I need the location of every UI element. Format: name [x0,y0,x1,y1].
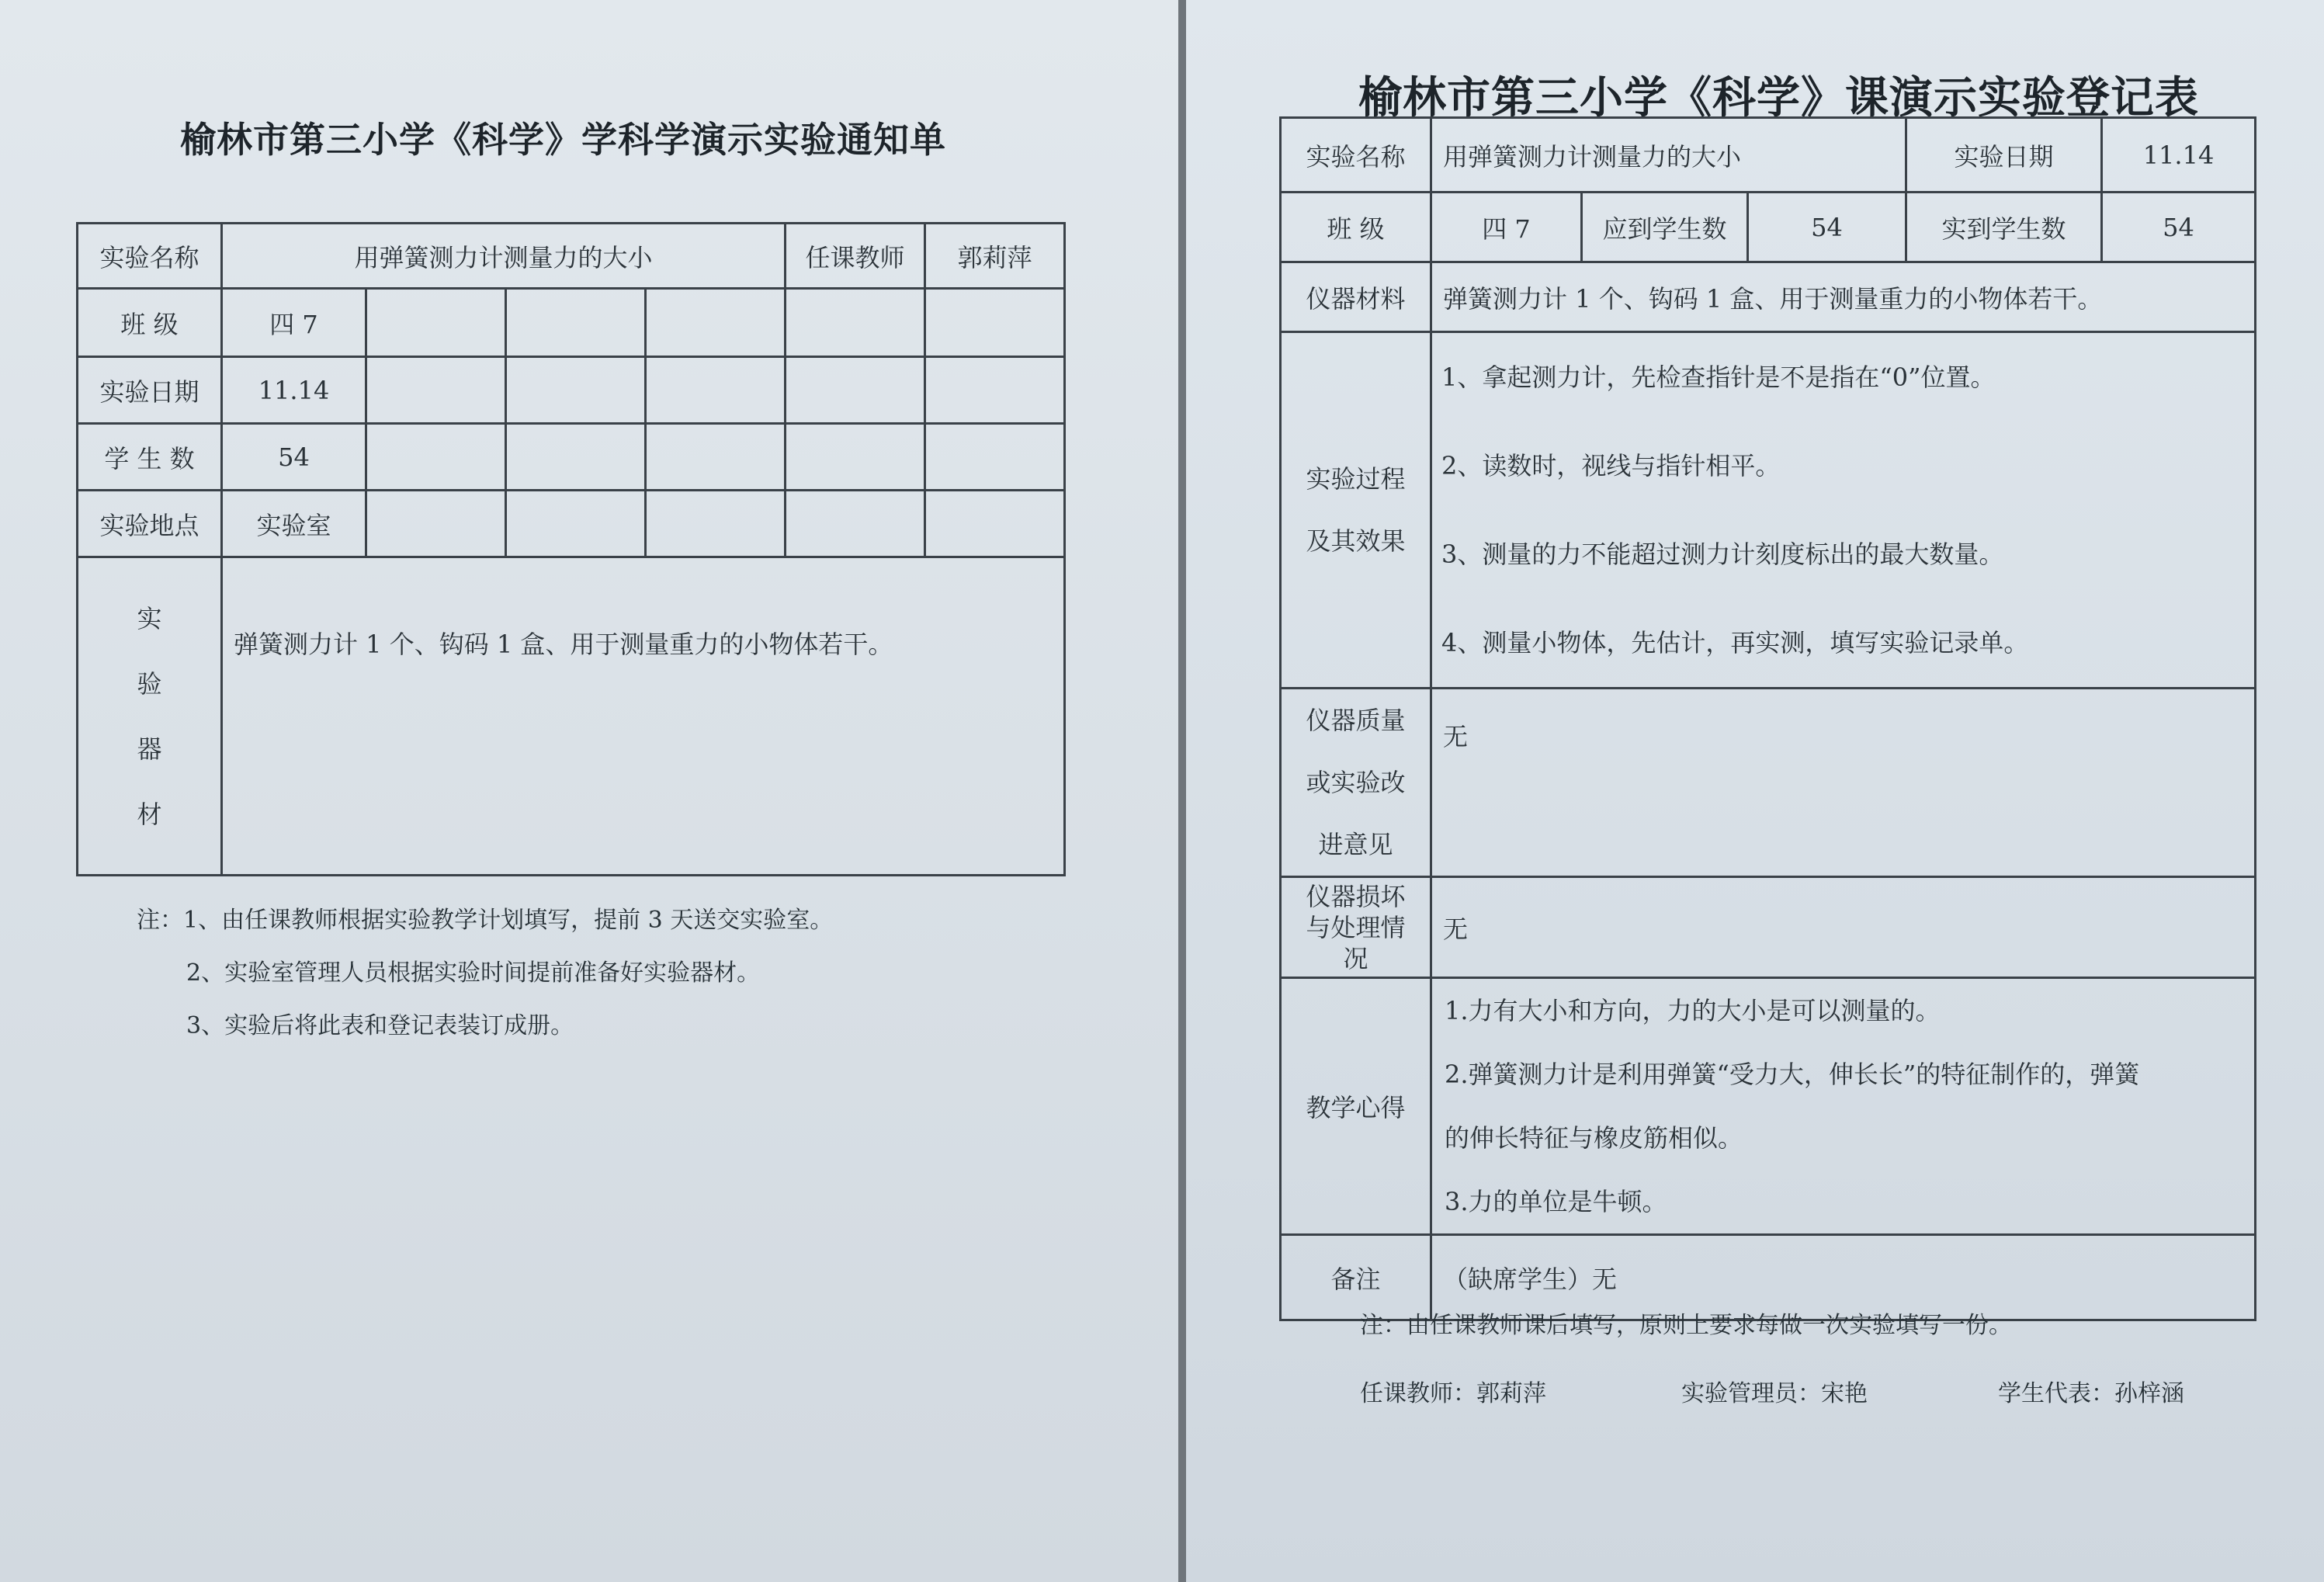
manager-signature-label: 实验管理员： [1681,1380,1821,1407]
notice-title: 榆林市第三小学《科学》学科学演示实验通知单 [180,119,946,161]
class-value: 四 7 [222,289,366,357]
reg-reflection-lines [1431,978,2256,1235]
reg-actual-label: 实到学生数 [1906,193,2102,262]
empty-cell [366,289,506,357]
reg-process-step: 1、拿起测力计，先检查指针是不是指在“0”位置。 [1441,363,1996,392]
equipment-label [78,557,222,876]
reg-reflection-line: 的伸长特征与橡皮筋相似。 [1445,1123,1743,1153]
empty-cell [786,491,925,557]
reg-quality-label [1281,689,1431,877]
notice-note-2: 2、实验室管理人员根据实验时间提前准备好实验器材。 [186,959,761,987]
reg-reflection-line: 3.力的单位是牛顿。 [1445,1187,1667,1216]
reg-damage-label [1281,877,1431,978]
equipment-label-char: 实 [137,603,162,633]
reg-expected-value: 54 [1748,193,1906,262]
empty-cell [646,357,786,424]
empty-cell [506,289,646,357]
equipment-label-char: 器 [137,734,162,764]
notice-table [76,222,1066,876]
date-value: 11.14 [222,357,366,424]
equipment-label-char: 材 [137,799,162,829]
reg-date-label: 实验日期 [1906,118,2102,193]
equipment-value: 弹簧测力计 1 个、钩码 1 盒、用于测量重力的小物体若干。 [222,557,1065,876]
reg-damage-label-line: 与处理情 [1306,912,1406,942]
exp-name-label: 实验名称 [78,224,222,289]
reg-process-step: 4、测量小物体，先估计，再实测，填写实验记录单。 [1441,628,2029,657]
reg-process-label-line: 及其效果 [1306,526,1406,556]
empty-cell [786,289,925,357]
empty-cell [786,424,925,491]
reg-quality-label-line: 或实验改 [1306,768,1406,797]
teacher-signature [1360,1374,1546,1408]
reg-exp-name-value: 用弹簧测力计测量力的大小 [1431,118,1906,193]
empty-cell [925,357,1065,424]
reg-process-label [1281,332,1431,689]
notice-note-1: 注：1、由任课教师根据实验教学计划填写，提前 3 天送交实验室。 [137,907,834,934]
empty-cell [366,424,506,491]
place-value: 实验室 [222,491,366,557]
reg-quality-value: 无 [1431,689,2256,877]
place-label: 实验地点 [78,491,222,557]
reg-remarks-value: （缺席学生）无 [1431,1235,2256,1320]
empty-cell [506,491,646,557]
teacher-value: 郭莉萍 [925,224,1065,289]
reg-class-value: 四 7 [1431,193,1582,262]
reg-damage-value: 无 [1431,877,2256,978]
empty-cell [506,424,646,491]
reg-process-step: 2、读数时，视线与指针相平。 [1441,451,1781,480]
empty-cell [646,424,786,491]
students-value: 54 [222,424,366,491]
reg-process-label-line: 实验过程 [1306,464,1406,494]
reg-remarks-label: 备注 [1281,1235,1431,1320]
reg-class-label: 班 级 [1281,193,1431,262]
register-note: 注：由任课教师课后填写，原则上要求每做一次实验填写一份。 [1360,1312,2012,1339]
reg-damage-label-line: 况 [1343,943,1368,973]
class-label: 班 级 [78,289,222,357]
manager-signature-name: 宋艳 [1821,1380,1868,1407]
empty-cell [506,357,646,424]
reg-date-value: 11.14 [2102,118,2256,193]
date-label: 实验日期 [78,357,222,424]
empty-cell [925,491,1065,557]
reg-quality-label-line: 仪器质量 [1306,706,1406,735]
students-label: 学 生 数 [78,424,222,491]
reg-actual-value: 54 [2102,193,2256,262]
empty-cell [366,491,506,557]
empty-cell [366,357,506,424]
reg-exp-name-label: 实验名称 [1281,118,1431,193]
reg-materials-label: 仪器材料 [1281,262,1431,332]
empty-cell [925,289,1065,357]
manager-signature [1681,1374,1868,1408]
student-rep-signature-label: 学生代表： [1998,1380,2114,1407]
reg-reflection-line: 2.弹簧测力计是利用弹簧“受力大，伸长长”的特征制作的，弹簧 [1445,1060,2140,1089]
notice-note-3: 3、实验后将此表和登记表装订成册。 [186,1012,574,1039]
reg-expected-label: 应到学生数 [1582,193,1748,262]
reg-process-step: 3、测量的力不能超过测力计刻度标出的最大数量。 [1441,539,2004,569]
register-title: 榆林市第三小学《科学》课演示实验登记表 [1358,73,2199,123]
empty-cell [925,424,1065,491]
reg-quality-label-line: 进意见 [1318,830,1393,859]
reg-materials-value: 弹簧测力计 1 个、钩码 1 盒、用于测量重力的小物体若干。 [1431,262,2256,332]
student-rep-signature-name: 孙梓涵 [2114,1380,2184,1407]
empty-cell [786,357,925,424]
empty-cell [646,289,786,357]
teacher-label: 任课教师 [786,224,925,289]
reg-damage-label-line: 仪器损坏 [1306,881,1406,911]
exp-name-value: 用弹簧测力计测量力的大小 [222,224,786,289]
teacher-signature-label: 任课教师： [1360,1380,1476,1407]
equipment-label-char: 验 [137,668,162,699]
reg-reflection-line: 1.力有大小和方向，力的大小是可以测量的。 [1445,996,1941,1025]
reg-reflection-label: 教学心得 [1281,978,1431,1235]
empty-cell [646,491,786,557]
teacher-signature-name: 郭莉萍 [1476,1380,1546,1407]
reg-process-steps [1431,332,2256,689]
register-table [1279,116,2256,1321]
student-rep-signature [1998,1374,2184,1408]
